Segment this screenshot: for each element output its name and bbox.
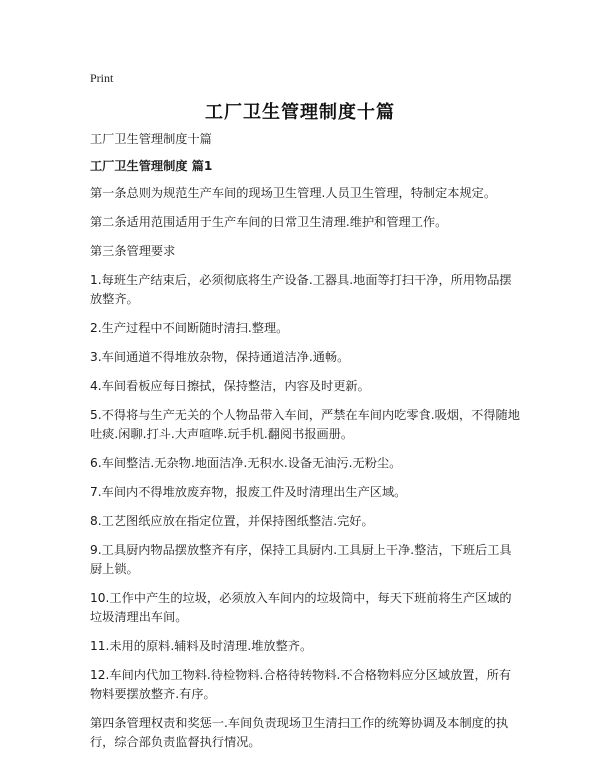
list-item: 5.不得将与生产无关的个人物品带入车间，严禁在车间内吃零食.吸烟，不得随地吐痰.闲聊.打斗.大声喧哗.玩手机.翻阅书报画册。 [90,408,520,441]
paragraph: 第一条总则为规范生产车间的现场卫生管理.人员卫生管理，特制定本规定。 [90,186,497,200]
list-item: 9.工具厨内物品摆放整齐有序，保持工具厨内.工具厨上干净.整洁，下班后工具厨上锁。 [90,543,512,576]
paragraph: 第三条管理要求 [90,244,176,258]
list-item: 2.生产过程中不间断随时清扫.整理。 [90,321,289,335]
list-item: 10.工作中产生的垃圾，必须放入车间内的垃圾筒中，每天下班前将生产区域的垃圾清理出车间。 [90,591,512,624]
document-subtitle: 工厂卫生管理制度十篇 [90,132,212,146]
paragraph: 第四条管理权责和奖惩一.车间负责现场卫生清扫工作的统筹协调及本制度的执行，综合部负责监督执行情况。 [90,716,509,749]
paragraph: 第二条适用范围适用于生产车间的日常卫生清理.维护和管理工作。 [90,215,448,229]
list-item: 3.车间通道不得堆放杂物，保持通道洁净.通畅。 [90,350,350,364]
page-title: 工厂卫生管理制度十篇 [205,102,395,123]
list-item: 6.车间整洁.无杂物.地面洁净.无积水.设备无油污.无粉尘。 [90,456,402,470]
list-item: 4.车间看板应每日擦拭，保持整洁，内容及时更新。 [90,379,370,393]
document-body [90,130,522,762]
print-label: Print [90,71,114,85]
list-item: 12.车间内代加工物料.待检物料.合格待转物料.不合格物料应分区域放置，所有物料要摆放整齐.有序。 [90,668,512,701]
list-item: 7.车间内不得堆放废弃物，报废工件及时清理出生产区域。 [90,485,407,499]
section-heading: 工厂卫生管理制度 篇1 [90,159,213,173]
list-item: 11.未用的原料.辅料及时清理.堆放整齐。 [90,639,313,653]
list-item: 8.工艺图纸应放在指定位置，并保持图纸整洁.完好。 [90,514,374,528]
list-item: 1.每班生产结束后，必须彻底将生产设备.工器具.地面等打扫干净，所用物品摆放整齐。 [90,273,512,306]
